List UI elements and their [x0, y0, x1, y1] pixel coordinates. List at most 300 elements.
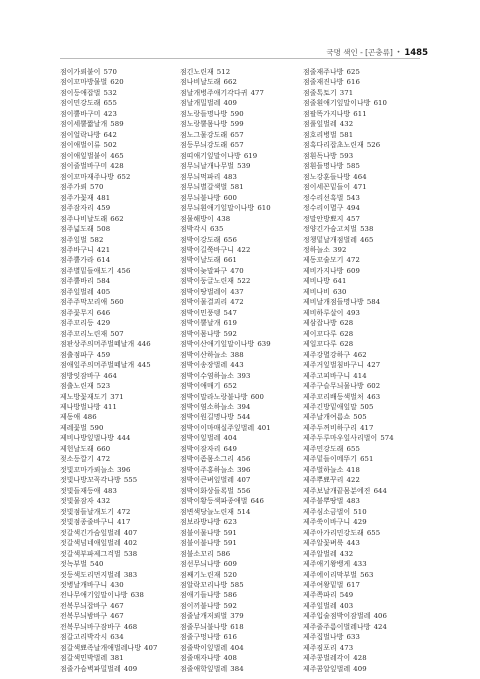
index-entry — [180, 643, 300, 653]
entry-name: 제주두꺼비하구리 — [303, 423, 358, 432]
entry-page: 384 — [230, 664, 244, 673]
entry-name: 점이세뿔짧날개 — [60, 120, 108, 129]
index-entry — [303, 67, 423, 77]
entry-name: 점애기들나방 — [180, 591, 221, 600]
entry-page: 651 — [360, 455, 374, 464]
index-entry — [180, 109, 300, 119]
entry-page: 508 — [96, 225, 111, 234]
entry-name: 젖소등깔기 — [60, 455, 94, 464]
entry-page: 393 — [237, 371, 251, 380]
entry-page: 662 — [110, 214, 124, 223]
entry-page: 617 — [346, 580, 360, 589]
entry-name: 점박이송장벌레 — [180, 361, 228, 370]
index-entry — [60, 98, 180, 108]
index-entry — [60, 297, 180, 307]
entry-page: 625 — [346, 68, 360, 76]
index-entry — [60, 664, 180, 674]
entry-page: 628 — [339, 319, 354, 328]
index-entry — [60, 475, 180, 485]
entry-page: 556 — [237, 486, 251, 495]
entry-name: 제비가지나방 — [303, 266, 344, 275]
index-entry — [303, 570, 423, 580]
entry-page: 404 — [230, 643, 244, 652]
index-entry — [180, 559, 300, 569]
index-entry — [180, 214, 300, 224]
index-entry — [303, 255, 423, 265]
index-entry — [180, 507, 300, 517]
index-entry — [303, 88, 423, 98]
index-entry — [303, 423, 423, 433]
entry-name: 점박이원길명나방 — [180, 413, 235, 422]
index-entry — [180, 601, 300, 611]
entry-page: 538 — [360, 225, 374, 234]
index-entry — [180, 360, 300, 370]
entry-page: 401 — [257, 423, 271, 432]
entry-name: 제비나방 — [303, 277, 331, 286]
entry-page: 462 — [353, 350, 367, 359]
index-entry — [60, 140, 180, 150]
entry-page: 609 — [346, 266, 360, 275]
entry-name: 젓녹부벌 — [60, 560, 88, 569]
index-entry — [60, 412, 180, 422]
entry-page: 432 — [339, 549, 354, 558]
entry-name: 점띠애기잎말이나방 — [180, 151, 241, 160]
entry-page: 660 — [96, 444, 111, 453]
index-entry — [180, 255, 300, 265]
entry-name: 점박이둥글노린재 — [180, 277, 235, 286]
entry-name: 전복무늬밤바구 — [60, 612, 108, 621]
entry-page: 610 — [257, 204, 271, 213]
entry-page: 422 — [346, 476, 360, 485]
index-entry — [60, 339, 180, 349]
entry-page: 560 — [110, 298, 124, 307]
index-entry — [303, 517, 423, 527]
entry-name: 점주잠자리 — [60, 204, 94, 213]
entry-page: 396 — [237, 465, 251, 474]
entry-name: 점줄애학잎벌레 — [180, 664, 228, 673]
index-entry — [180, 632, 300, 642]
index-entry — [303, 130, 423, 140]
index-entry — [180, 580, 300, 590]
entry-page: 417 — [360, 423, 374, 432]
entry-page: 464 — [353, 172, 367, 181]
index-entry — [303, 611, 423, 621]
entry-name: 점갈고리박각시 — [60, 633, 108, 642]
entry-page: 468 — [123, 622, 138, 631]
entry-name: 점방잇잠바구 — [60, 371, 101, 380]
index-entry — [303, 381, 423, 391]
index-entry — [60, 276, 180, 286]
entry-page: 402 — [123, 539, 138, 548]
entry-name: 정수리선흑벌 — [303, 193, 344, 202]
entry-page: 620 — [110, 78, 124, 87]
entry-page: 507 — [110, 329, 124, 338]
index-entry — [303, 496, 423, 506]
index-entry — [180, 350, 300, 360]
entry-page: 459 — [96, 204, 111, 213]
entry-page: 581 — [230, 183, 244, 192]
index-entry — [60, 465, 180, 475]
entry-name: 점흰들명나방 — [303, 162, 344, 171]
entry-name: 점박이염소하늘소 — [180, 403, 235, 411]
entry-page: 585 — [346, 162, 360, 171]
index-entry — [303, 266, 423, 276]
entry-name: 점줄구멍나방 — [180, 633, 221, 642]
index-entry — [60, 77, 180, 87]
entry-name: 점박이이마매실주잎벌레 — [180, 423, 255, 432]
entry-name: 점박이잠자리 — [180, 444, 221, 453]
entry-page: 428 — [353, 654, 367, 663]
entry-name: 제주에이리막부벌 — [303, 570, 358, 579]
entry-page: 639 — [257, 340, 271, 349]
entry-page: 512 — [216, 68, 231, 76]
entry-name: 제이꼬다루 — [303, 329, 337, 338]
index-entry — [180, 549, 300, 559]
index-entry — [180, 88, 300, 98]
entry-name: 점줄톡토기 — [303, 88, 337, 97]
entry-name: 점풀잎벌레 — [303, 120, 337, 129]
entry-page: 422 — [237, 245, 251, 254]
index-entry — [180, 151, 300, 161]
index-entry — [303, 329, 423, 339]
index-column-3 — [303, 67, 423, 674]
entry-page: 610 — [373, 99, 388, 108]
entry-page: 421 — [96, 245, 111, 254]
entry-page: 574 — [380, 434, 394, 443]
entry-name: 제주쪽파리 — [303, 591, 337, 600]
entry-page: 418 — [346, 465, 360, 474]
index-entry — [180, 433, 300, 443]
entry-name: 젓갈색긴가슴잎벌레 — [60, 528, 121, 537]
index-entry — [180, 528, 300, 538]
index-entry — [303, 214, 423, 224]
entry-page: 634 — [110, 633, 124, 642]
entry-page: 494 — [346, 204, 360, 213]
index-entry — [60, 266, 180, 276]
index-entry — [303, 203, 423, 213]
entry-name: 점주가뢰 — [60, 183, 88, 192]
entry-page: 394 — [237, 403, 251, 411]
index-entry — [303, 454, 423, 464]
entry-page: 646 — [96, 308, 111, 317]
entry-page: 602 — [366, 382, 381, 391]
entry-page: 593 — [339, 151, 354, 160]
entry-name: 제주여왕밑벌 — [303, 580, 344, 589]
entry-page: 652 — [223, 382, 237, 391]
entry-page: 473 — [339, 643, 354, 652]
index-entry — [180, 329, 300, 339]
entry-name: 점노랑뿔몸나방 — [180, 120, 228, 129]
entry-name: 젓빛나방꼬꼭각나방 — [60, 476, 121, 485]
index-entry — [303, 507, 423, 517]
entry-name: 점갈색뾰족날개애벌레나방 — [60, 643, 142, 652]
index-entry — [180, 402, 300, 412]
entry-name: 점불이물나방 — [180, 528, 221, 537]
index-entry — [180, 444, 300, 454]
index-entry — [180, 98, 300, 108]
entry-name: 점불소꼬리 — [180, 549, 214, 558]
entry-name: 제주알꽃벼룩 — [303, 539, 344, 548]
entry-name: 제주거잎벌침바구니 — [303, 361, 364, 370]
entry-page: 430 — [110, 580, 124, 589]
page-number: 1485 — [404, 47, 428, 58]
index-entry — [303, 444, 423, 454]
entry-name: 점팔똑가지나방 — [303, 109, 351, 118]
entry-page: 483 — [223, 172, 237, 181]
entry-name: 점박이날도래 — [180, 256, 221, 265]
index-entry — [303, 109, 423, 119]
index-entry — [303, 287, 423, 297]
index-entry — [60, 590, 180, 600]
index-entry — [303, 318, 423, 328]
entry-name: 제주줄주름이벌레나방 — [303, 622, 371, 631]
entry-page: 427 — [366, 361, 381, 370]
entry-name: 정하늘소 — [303, 245, 331, 254]
entry-name: 점박이큰벼잎벌레 — [180, 476, 235, 485]
entry-page: 467 — [110, 612, 124, 621]
entry-name: 점이뿔바구미 — [60, 109, 101, 118]
entry-page: 628 — [339, 340, 354, 349]
entry-name: 점박이황등색파종애벌 — [180, 497, 248, 506]
entry-name: 제비하루살이 — [303, 308, 344, 317]
entry-page: 584 — [366, 298, 381, 307]
entry-page: 623 — [223, 518, 237, 527]
entry-page: 456 — [117, 266, 131, 275]
entry-name: 제비나비 — [303, 287, 331, 296]
entry-name: 점박이뿔날개 — [180, 319, 221, 328]
index-entry — [303, 549, 423, 559]
entry-page: 642 — [103, 130, 117, 139]
entry-page: 414 — [353, 371, 367, 380]
index-entry — [303, 193, 423, 203]
index-entry — [180, 224, 300, 234]
entry-name: 점노강훈들나방 — [303, 172, 351, 181]
entry-page: 628 — [339, 329, 354, 338]
entry-page: 591 — [223, 539, 237, 548]
entry-page: 407 — [144, 643, 158, 652]
entry-page: 646 — [250, 497, 265, 506]
index-entry — [60, 496, 180, 506]
entry-page: 549 — [339, 591, 354, 600]
entry-page: 381 — [110, 654, 124, 663]
entry-name: 점박이말라노랑불나방 — [180, 392, 248, 401]
entry-name: 점박이수염하늘소 — [180, 371, 235, 380]
index-entry — [303, 360, 423, 370]
index-entry — [180, 538, 300, 548]
entry-page: 644 — [373, 486, 388, 495]
entry-name: 점박이늦말파구 — [180, 266, 228, 275]
index-entry — [60, 381, 180, 391]
index-entry — [180, 161, 300, 171]
entry-page: 465 — [110, 151, 124, 160]
entry-page: 471 — [353, 183, 367, 192]
entry-page: 383 — [123, 570, 138, 579]
index-entry — [60, 392, 180, 402]
index-entry — [303, 433, 423, 443]
entry-page: 619 — [243, 151, 258, 160]
entry-page: 444 — [117, 434, 131, 443]
index-entry — [180, 67, 300, 77]
entry-page: 486 — [83, 413, 97, 422]
entry-name: 점갈색민박벌레 — [60, 654, 108, 663]
index-entry — [303, 77, 423, 87]
index-entry — [303, 161, 423, 171]
entry-name: 점이세꼰밑들이 — [303, 183, 351, 192]
entry-name: 점보라방나방 — [180, 518, 221, 527]
entry-name: 점줄재진나방 — [303, 78, 344, 87]
entry-page: 657 — [230, 141, 244, 150]
index-entry — [60, 182, 180, 192]
index-entry — [303, 235, 423, 245]
entry-name: 점이얼락나방 — [60, 130, 101, 139]
entry-name: 제주콩벌레각이 — [303, 654, 351, 663]
index-entry — [180, 475, 300, 485]
entry-name: 점출노린재 — [60, 382, 94, 391]
entry-name: 전복무늬바구잠바구 — [60, 622, 121, 631]
index-entry — [303, 528, 423, 538]
entry-name: 전나무애기잎말이나방 — [60, 591, 128, 600]
entry-name: 젓빛꼬마가뢰늘소 — [60, 465, 115, 474]
entry-name: 점이애벌이류 — [60, 141, 101, 150]
index-column-2 — [180, 67, 300, 674]
entry-page: 409 — [223, 99, 237, 108]
index-entry — [180, 266, 300, 276]
entry-name: 제주애기왕뱅게 — [303, 560, 351, 569]
index-entry — [303, 486, 423, 496]
entry-page: 510 — [353, 507, 367, 516]
index-entry — [60, 549, 180, 559]
entry-name: 점선무늬나방 — [180, 560, 221, 569]
entry-name: 제주쑥이바구니 — [303, 518, 351, 527]
entry-page: 547 — [223, 308, 237, 317]
entry-page: 396 — [117, 465, 131, 474]
index-entry — [180, 611, 300, 621]
entry-page: 477 — [250, 88, 265, 97]
index-entry — [303, 559, 423, 569]
entry-name: 점박이민풍뎅 — [180, 308, 221, 317]
index-entry — [303, 392, 423, 402]
entry-name: 제주민강도래 — [303, 444, 344, 453]
entry-page: 463 — [366, 392, 381, 401]
entry-name: 제주짐포리 — [303, 643, 337, 652]
entry-name: 점박이몸나방 — [180, 329, 221, 338]
running-header — [326, 47, 428, 58]
index-entry — [180, 392, 300, 402]
entry-page: 616 — [223, 633, 237, 642]
index-entry — [180, 381, 300, 391]
index-entry — [60, 88, 180, 98]
index-entry — [180, 287, 300, 297]
index-entry — [180, 412, 300, 422]
entry-name: 점알락꼬리나방 — [180, 580, 228, 589]
entry-name: 제주긴방밑애잎말 — [303, 403, 358, 411]
index-entry — [180, 297, 300, 307]
entry-name: 젓빛들재등애 — [60, 486, 101, 495]
index-entry — [303, 297, 423, 307]
entry-page: 661 — [223, 256, 237, 265]
entry-name: 제주보날개끝몸분에진 — [303, 486, 371, 495]
entry-name: 젓등색도리먼지벌레 — [60, 570, 121, 579]
entry-name: 제동꼬술모기 — [303, 256, 344, 265]
index-entry — [60, 371, 180, 381]
entry-name: 점무늬먹파리 — [180, 172, 221, 181]
entry-page: 618 — [230, 622, 244, 631]
entry-name: 점등무늬강도래 — [180, 141, 228, 150]
entry-name: 점이민강도래 — [60, 99, 101, 108]
entry-page: 417 — [117, 518, 131, 527]
index-entry — [303, 580, 423, 590]
entry-page: 371 — [110, 392, 124, 401]
entry-name: 점주꽃무지 — [60, 308, 94, 317]
entry-page: 472 — [96, 455, 111, 464]
index-entry — [303, 245, 423, 255]
entry-page: 459 — [96, 350, 111, 359]
entry-name: 정말안방뾰지 — [303, 214, 344, 223]
entry-name: 제주아가리민강도래 — [303, 528, 364, 537]
index-entry — [180, 423, 300, 433]
index-entry — [60, 214, 180, 224]
entry-page: 411 — [103, 403, 117, 411]
index-entry — [60, 507, 180, 517]
entry-name: 점물해방이 — [180, 214, 214, 223]
index-entry — [60, 287, 180, 297]
index-entry — [60, 130, 180, 140]
index-entry — [303, 601, 423, 611]
entry-page: 655 — [103, 99, 117, 108]
index-entry — [303, 98, 423, 108]
entry-name: 제헌날도래 — [60, 444, 94, 453]
index-entry — [303, 412, 423, 422]
entry-name: 제주두루마우잎사리벌이 — [303, 434, 378, 443]
index-entry — [180, 622, 300, 632]
index-entry — [60, 538, 180, 548]
entry-page: 523 — [96, 382, 111, 391]
entry-page: 532 — [103, 88, 117, 97]
index-entry — [60, 622, 180, 632]
entry-page: 472 — [117, 507, 131, 516]
entry-name: 점박이물결괴리 — [180, 298, 228, 307]
index-entry — [60, 454, 180, 464]
entry-page: 405 — [96, 287, 111, 296]
entry-page: 635 — [210, 225, 224, 234]
index-entry — [303, 371, 423, 381]
entry-page: 483 — [346, 497, 360, 506]
entry-name: 점무늬흰애기잎말이나방 — [180, 204, 255, 213]
index-entry — [303, 172, 423, 182]
entry-page: 424 — [373, 622, 388, 631]
entry-page: 616 — [346, 78, 360, 87]
entry-name: 점이가뢰붙이 — [60, 68, 101, 76]
index-entry — [60, 318, 180, 328]
index-entry — [180, 140, 300, 150]
entry-page: 464 — [103, 371, 117, 380]
index-entry — [60, 486, 180, 496]
entry-name: 점판상주의머주벌떼날개 — [60, 340, 135, 349]
entry-name: 점애잎주의머주벌떼날개 — [60, 361, 135, 370]
entry-page: 590 — [230, 109, 244, 118]
index-entry — [180, 517, 300, 527]
entry-name: 점째기노린재 — [180, 570, 221, 579]
entry-name: 점박이좀몸소그리 — [180, 455, 235, 464]
entry-page: 522 — [237, 277, 251, 286]
entry-name: 점박이땅벌레이 — [180, 287, 228, 296]
entry-name: 제주꼬리배등색벌처 — [303, 392, 364, 401]
index-entry — [60, 161, 180, 171]
entry-name: 점변색당늘노린재 — [180, 507, 235, 516]
entry-name: 점주꼬리등 — [60, 319, 94, 328]
entry-page: 472 — [230, 298, 244, 307]
entry-page: 407 — [123, 528, 138, 537]
